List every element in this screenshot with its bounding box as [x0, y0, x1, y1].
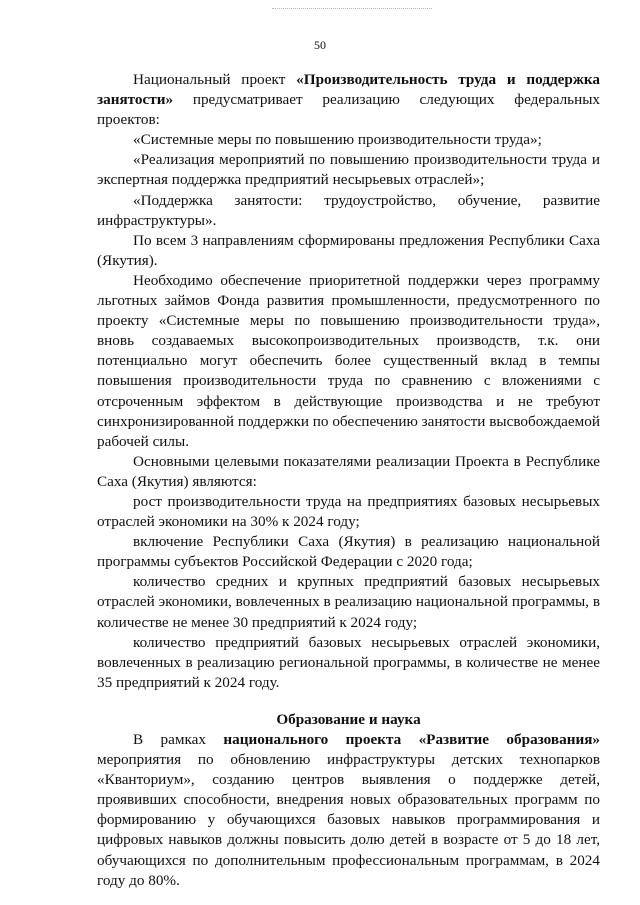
paragraph-target-indicators: Основными целевыми показателями реализации Проекта в Республике Саха (Якутия) являются:: [97, 452, 600, 490]
education-project-title: национального проекта «Развитие образования»: [223, 731, 600, 748]
paragraph-indicator-1: рост производительности труда на предприятиях базовых несырьевых отраслей экономики на 30% к 2024 году;: [97, 492, 600, 531]
paragraph-indicator-3: количество средних и крупных предприятий базовых несырьевых отраслей экономики, вовлеченных в реализацию национальной программы, в количестве не менее 30 предприятий к 2024 году;: [97, 573, 600, 631]
paragraph-federal-project-2: «Реализация мероприятий по повышению производительности труда и экспертная поддержка предприятий несырьевых отраслей»;: [97, 151, 600, 189]
paragraph-priority-support: Необходимо обеспечение приоритетной поддержки через программу льготных займов Фонда развития промышленности, предусмотренного по проекту «Системные меры по повышению производительности труда», вновь создаваемых высокопроизводительных производств, т.к. они потенциально могут обеспечить более существенный вклад в темпы повышения производительности труда по сравнению с вложениями с отсроченным эффектом в действующие производства и не требуют синхронизированной поддержки по обеспечению занятости высвобождаемой рабочей силы.: [97, 271, 600, 450]
paragraph-proposals: По всем 3 направлениям сформированы предложения Республики Саха (Якутия).: [97, 231, 600, 269]
page-number: 50: [314, 38, 326, 52]
paragraph-education: В рамках национального проекта «Развитие образования» мероприятия по обновлению инфраструктуры детских технопарков «Кванториум», созданию центров выявления о поддержке детей, проявивших способности, внедрения новых образовательных программ по формированию у обучающихся базовых навыков программирования и цифровых навыков должны повысить долю детей в возрасте от 5 до 18 лет, обучающихся по дополнительным профессиональным программам, в 2024 году до 80%.: [97, 731, 600, 889]
paragraph-project-intro: Национальный проект «Производительность труда и поддержка занятости» предусматривает реализацию следующих федеральных проектов:: [97, 71, 600, 129]
section-heading-education: Образование и наука: [276, 710, 421, 728]
paragraph-indicator-2: включение Республики Саха (Якутия) в реализацию национальной программы субъектов Российской Федерации с 2020 года;: [97, 533, 600, 571]
header-scan-mark: [272, 8, 432, 11]
paragraph-federal-project-1: «Системные меры по повышению производительности труда»;: [133, 131, 542, 149]
paragraph-federal-project-3: «Поддержка занятости: трудоустройство, обучение, развитие инфраструктуры».: [97, 191, 600, 229]
project-title: «Производительность труда и поддержка занятости»: [97, 71, 600, 109]
document-body: [97, 70, 600, 891]
paragraph-indicator-4: количество предприятий базовых несырьевых отраслей экономики, вовлеченных в реализацию региональной программы, в количестве не менее 35 предприятий к 2024 году.: [97, 633, 600, 691]
